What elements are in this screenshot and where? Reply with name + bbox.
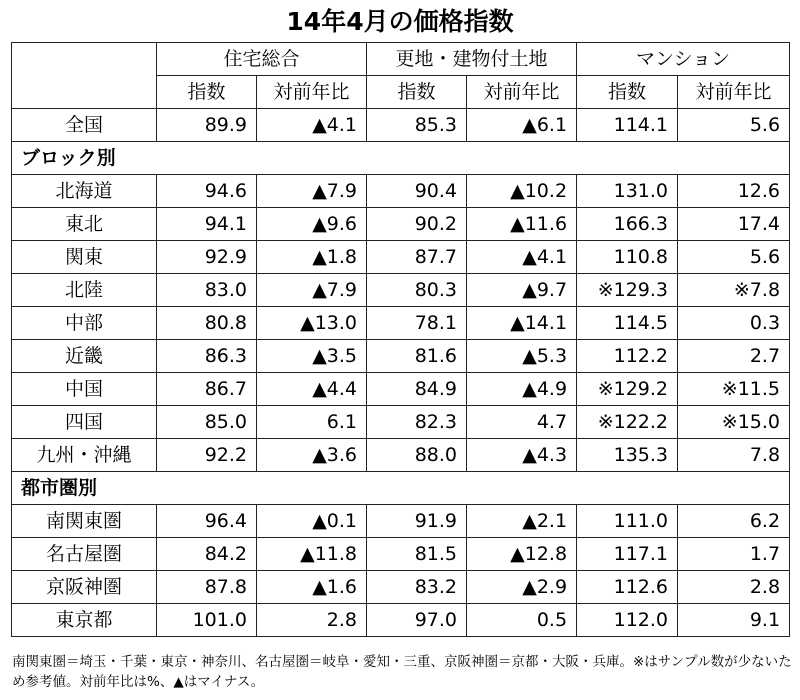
table-cell: 85.3 [367,109,467,142]
table-cell: 87.8 [157,571,257,604]
table-cell: ▲13.0 [257,307,367,340]
table-cell: 83.2 [367,571,467,604]
table-cell: 90.4 [367,175,467,208]
table-cell: 4.7 [467,406,577,439]
table-cell: 111.0 [577,505,678,538]
row-label: 東京都 [12,604,157,637]
price-index-table [11,42,790,637]
table-cell: 84.9 [367,373,467,406]
table-cell: 112.0 [577,604,678,637]
table-cell: ▲4.1 [257,109,367,142]
row-label: 名古屋圏 [12,538,157,571]
table-cell: 114.5 [577,307,678,340]
header-corner [12,43,157,109]
table-cell: ▲2.1 [467,505,577,538]
table-row [12,373,790,406]
table-cell: ▲10.2 [467,175,577,208]
table-cell: ▲4.9 [467,373,577,406]
table-cell: ※129.2 [577,373,678,406]
table-cell: 135.3 [577,439,678,472]
table-cell: ※7.8 [678,274,790,307]
table-row [12,307,790,340]
table-cell: ▲11.8 [257,538,367,571]
group-header-housing: 住宅総合 [157,43,367,76]
table-cell: 5.6 [678,241,790,274]
table-cell: 131.0 [577,175,678,208]
table-cell: ※129.3 [577,274,678,307]
row-label: 南関東圏 [12,505,157,538]
table-cell: ▲9.6 [257,208,367,241]
row-label: 中国 [12,373,157,406]
table-cell: ▲4.1 [467,241,577,274]
table-cell: 97.0 [367,604,467,637]
table-cell: 1.7 [678,538,790,571]
section-row [12,472,790,505]
table-cell: 6.1 [257,406,367,439]
table-cell: 2.7 [678,340,790,373]
table-cell: ▲1.8 [257,241,367,274]
row-label: 中部 [12,307,157,340]
table-cell: 9.1 [678,604,790,637]
table-cell: 83.0 [157,274,257,307]
subheader-yoy: 対前年比 [257,76,367,109]
table-cell: 112.6 [577,571,678,604]
table-cell: 81.6 [367,340,467,373]
table-row [12,406,790,439]
row-label: 九州・沖縄 [12,439,157,472]
table-cell: 117.1 [577,538,678,571]
table-cell: ▲12.8 [467,538,577,571]
section-heading-metros: 都市圏別 [12,472,790,505]
table-cell: ▲4.3 [467,439,577,472]
subheader-index: 指数 [157,76,257,109]
table-row [12,175,790,208]
table-cell: 96.4 [157,505,257,538]
table-cell: 2.8 [678,571,790,604]
table-cell: 92.2 [157,439,257,472]
table-cell: 89.9 [157,109,257,142]
table-cell: 91.9 [367,505,467,538]
table-cell: ▲1.6 [257,571,367,604]
table-cell: 110.8 [577,241,678,274]
table-cell: ▲4.4 [257,373,367,406]
group-header-land: 更地・建物付土地 [367,43,577,76]
row-label: 全国 [12,109,157,142]
table-cell: ▲7.9 [257,175,367,208]
table-cell: ▲3.5 [257,340,367,373]
table-cell: 94.6 [157,175,257,208]
table-cell: 86.3 [157,340,257,373]
table-cell: 87.7 [367,241,467,274]
table-row [12,604,790,637]
table-cell: ▲7.9 [257,274,367,307]
table-cell: ▲6.1 [467,109,577,142]
table-cell: 12.6 [678,175,790,208]
table-cell: 82.3 [367,406,467,439]
table-cell: 88.0 [367,439,467,472]
table-cell: ▲0.1 [257,505,367,538]
table-cell: ▲9.7 [467,274,577,307]
table-cell: ※122.2 [577,406,678,439]
row-label: 東北 [12,208,157,241]
subheader-index: 指数 [577,76,678,109]
table-cell: ▲11.6 [467,208,577,241]
table-cell: 17.4 [678,208,790,241]
row-label: 四国 [12,406,157,439]
table-cell: 0.3 [678,307,790,340]
row-label: 近畿 [12,340,157,373]
table-row [12,439,790,472]
row-label: 関東 [12,241,157,274]
section-heading-blocks: ブロック別 [12,142,790,175]
table-cell: 84.2 [157,538,257,571]
table-cell: 81.5 [367,538,467,571]
table-cell: ※15.0 [678,406,790,439]
table-title: 14年4月の価格指数 [286,7,514,36]
table-cell: 112.2 [577,340,678,373]
table-cell: 85.0 [157,406,257,439]
subheader-yoy: 対前年比 [467,76,577,109]
footnote: 南関東圏＝埼玉・千葉・東京・神奈川、名古屋圏＝岐阜・愛知・三重、京阪神圏＝京都・大阪・兵庫。※はサンプル数が少ないため参考値。対前年比は%、▲はマイナス。 [12,654,792,690]
table-cell: ▲2.9 [467,571,577,604]
subheader-index: 指数 [367,76,467,109]
table-cell: 94.1 [157,208,257,241]
table-row [12,505,790,538]
table-cell: 7.8 [678,439,790,472]
group-header-condo: マンション [577,43,790,76]
table-cell: 80.3 [367,274,467,307]
table-cell: 90.2 [367,208,467,241]
table-cell: ▲14.1 [467,307,577,340]
table-row [12,109,790,142]
table-row [12,241,790,274]
table-cell: 92.9 [157,241,257,274]
row-label: 北陸 [12,274,157,307]
table-cell: 0.5 [467,604,577,637]
table-row [12,340,790,373]
section-row [12,142,790,175]
table-cell: 101.0 [157,604,257,637]
table-cell: 5.6 [678,109,790,142]
table-cell: 166.3 [577,208,678,241]
table-cell: ▲3.6 [257,439,367,472]
row-label: 京阪神圏 [12,571,157,604]
table-row [12,208,790,241]
table-cell: 78.1 [367,307,467,340]
table-row [12,571,790,604]
subheader-yoy: 対前年比 [678,76,790,109]
table-cell: 6.2 [678,505,790,538]
table-cell: 114.1 [577,109,678,142]
table-row [12,538,790,571]
table-cell: 86.7 [157,373,257,406]
table-cell: 2.8 [257,604,367,637]
group-header-row [12,43,790,76]
table-cell: ▲5.3 [467,340,577,373]
table-cell: ※11.5 [678,373,790,406]
table-cell: 80.8 [157,307,257,340]
table-row [12,274,790,307]
row-label: 北海道 [12,175,157,208]
